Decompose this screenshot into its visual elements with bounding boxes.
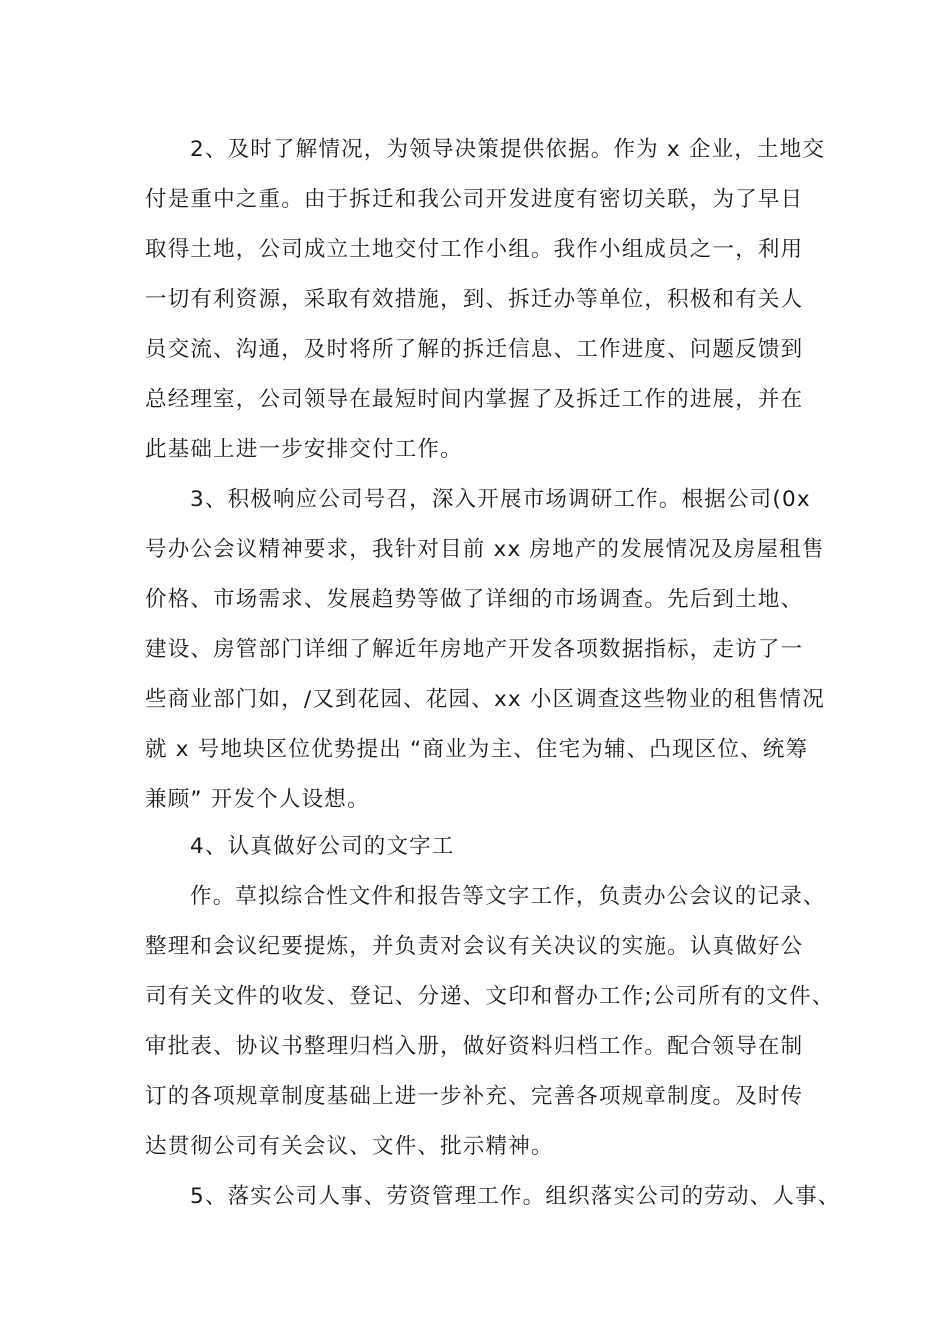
text-line: 兼顾” 开发个人设想。	[145, 787, 370, 812]
text-line: 一切有利资源，采取有效措施，到、拆迁办等单位，积极和有关人	[145, 287, 804, 312]
text-line: 取得土地，公司成立土地交付工作小组。我作小组成员之一，利用	[145, 237, 804, 262]
text-line: 订的各项规章制度基础上进一步补充、完善各项规章制度。及时传	[145, 1084, 804, 1109]
text-line: 些商业部门如，/又到花园、花园、xx 小区调查这些物业的租售情况	[145, 687, 825, 712]
text-line: 付是重中之重。由于拆迁和我公司开发进度有密切关联，为了早日	[145, 187, 804, 212]
text-line: 总经理室，公司领导在最短时间内掌握了及拆迁工作的进展，并在	[145, 387, 804, 412]
text-line: 建设、房管部门详细了解近年房地产开发各项数据指标，走访了一	[145, 637, 804, 662]
text-line: 价格、市场需求、发展趋势等做了详细的市场调查。先后到土地、	[145, 587, 804, 612]
text-line: 此基础上进一步安排交付工作。	[145, 437, 463, 462]
text-line: 2、及时了解情况，为领导决策提供依据。作为 x 企业，土地交	[190, 137, 826, 162]
text-line: 达贯彻公司有关会议、文件、批示精神。	[145, 1134, 554, 1159]
text-line: 3、积极响应公司号召，深入开展市场调研工作。根据公司(0x	[190, 487, 811, 512]
text-line: 司有关文件的收发、登记、分递、文印和督办工作;公司所有的文件、	[145, 984, 835, 1009]
text-line: 就 x 号地块区位优势提出 “商业为主、住宅为辅、凸现区位、统筹	[145, 737, 809, 762]
text-line: 号办公会议精神要求，我针对目前 xx 房地产的发展情况及房屋租售	[145, 537, 825, 562]
text-line: 审批表、协议书整理归档入册，做好资料归档工作。配合领导在制	[145, 1034, 804, 1059]
text-line: 整理和会议纪要提炼，并负责对会议有关决议的实施。认真做好公	[145, 934, 804, 959]
text-line: 4、认真做好公司的文字工	[190, 834, 455, 859]
text-line: 员交流、沟通，及时将所了解的拆迁信息、工作进度、问题反馈到	[145, 337, 804, 362]
text-line: 5、落实公司人事、劳资管理工作。组织落实公司的劳动、人事、	[190, 1184, 841, 1209]
text-line: 作。草拟综合性文件和报告等文字工作，负责办公会议的记录、	[190, 884, 826, 909]
